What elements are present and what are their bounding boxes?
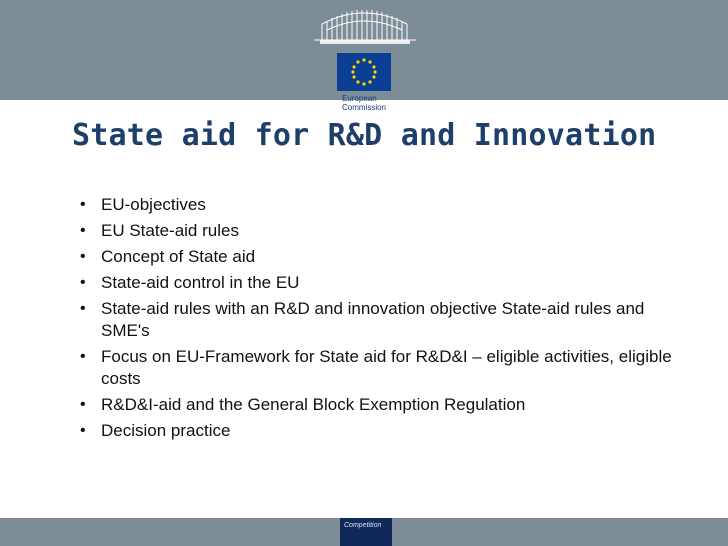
bullet-icon: • <box>80 248 86 265</box>
bullet-text: Concept of State aid <box>101 247 256 266</box>
list-item <box>80 298 680 342</box>
bullet-text: R&D&I-aid and the General Block Exemption Regulation <box>101 395 526 414</box>
list-item <box>80 272 680 294</box>
bullet-icon: • <box>80 196 86 213</box>
footer-competition-tag: Competition <box>340 518 392 546</box>
list-item <box>80 394 680 416</box>
bullet-icon: • <box>80 422 86 439</box>
bullet-text: EU State-aid rules <box>101 221 239 240</box>
logo-line-european: European <box>342 94 377 103</box>
bullet-icon: • <box>80 222 86 239</box>
bullet-icon: • <box>80 274 86 291</box>
bullet-icon: • <box>80 300 86 317</box>
list-item <box>80 420 680 442</box>
bullet-icon: • <box>80 348 86 365</box>
bullet-text: State-aid control in the EU <box>101 273 300 292</box>
list-item <box>80 346 680 390</box>
european-commission-logo <box>314 6 416 112</box>
eu-flag-icon <box>337 53 391 91</box>
list-item <box>80 246 680 268</box>
bullet-text: Focus on EU-Framework for State aid for R&D&I – eligible activities, eligible costs <box>101 347 672 388</box>
logo-line-commission: Commission <box>342 103 387 112</box>
bullet-text: State-aid rules with an R&D and innovation objective State-aid rules and SME's <box>101 299 645 340</box>
bullet-text: EU-objectives <box>101 195 206 214</box>
bullet-icon: • <box>80 396 86 413</box>
list-item <box>80 220 680 242</box>
slide-title: State aid for R&D and Innovation <box>72 118 657 153</box>
bullet-list <box>80 194 680 446</box>
bullet-text: Decision practice <box>101 421 231 440</box>
list-item <box>80 194 680 216</box>
logo-wordmark <box>342 94 412 112</box>
